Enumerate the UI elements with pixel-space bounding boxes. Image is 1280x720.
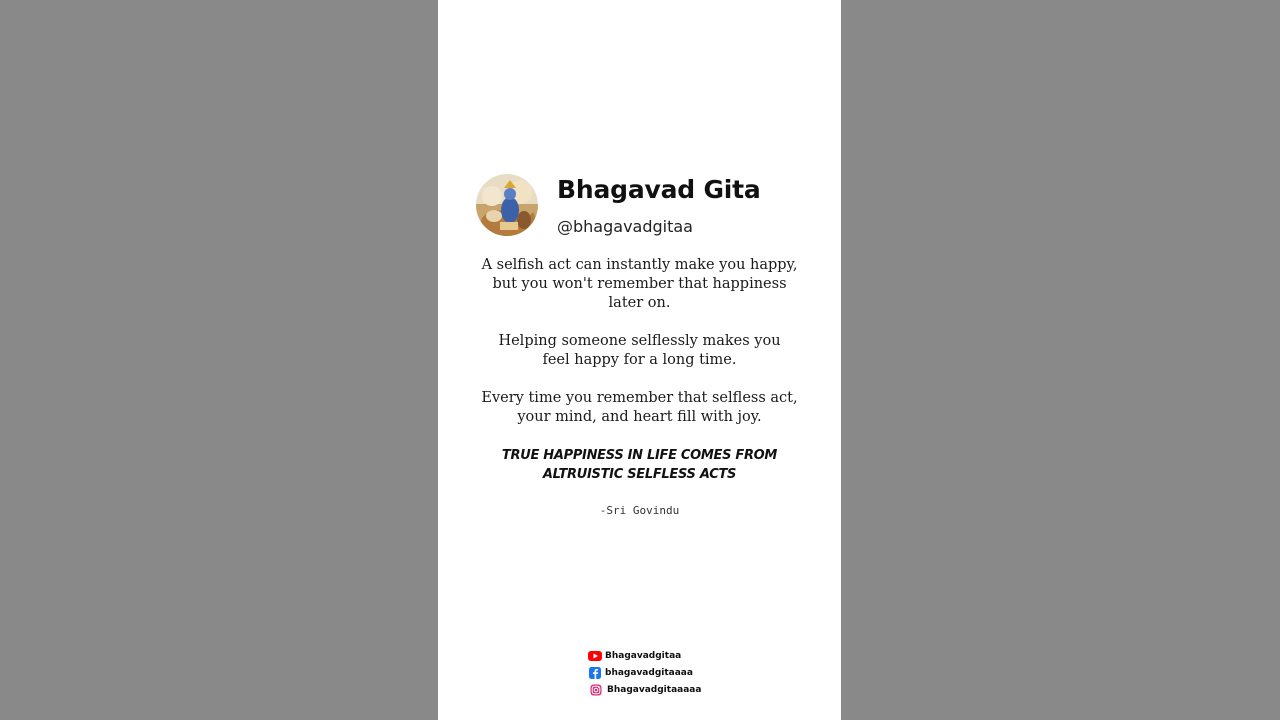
blurred-background-right bbox=[841, 0, 1280, 720]
highlight-line: ALTRUISTIC SELFLESS ACTS bbox=[542, 467, 737, 482]
social-label: Bhagavadgitaa bbox=[605, 650, 682, 661]
quote-line: later on. bbox=[608, 295, 671, 311]
social-links bbox=[588, 647, 708, 698]
quote-paragraph-2 bbox=[468, 332, 811, 370]
social-link-facebook[interactable] bbox=[588, 664, 708, 681]
facebook-icon bbox=[588, 667, 602, 679]
social-label: Bhagavadgitaaaaa bbox=[607, 684, 702, 695]
quote-highlight bbox=[478, 446, 801, 484]
quote-author: -Sri Govindu bbox=[599, 504, 680, 517]
youtube-icon bbox=[588, 650, 602, 662]
quote-line: Every time you remember that selfless act, bbox=[481, 390, 798, 406]
social-link-youtube[interactable] bbox=[588, 647, 708, 664]
quote-paragraph-1 bbox=[468, 256, 811, 313]
highlight-line: TRUE HAPPINESS IN LIFE COMES FROM bbox=[501, 448, 778, 463]
profile-name[interactable]: Bhagavad Gita bbox=[557, 175, 761, 204]
avatar[interactable] bbox=[476, 174, 538, 236]
quote-line: your mind, and heart fill with joy. bbox=[517, 409, 762, 425]
quote-line: but you won't remember that happiness bbox=[492, 276, 787, 292]
quote-post bbox=[438, 0, 841, 720]
profile-handle[interactable]: @bhagavadgitaa bbox=[557, 217, 693, 236]
krishna-painting-avatar-icon bbox=[476, 174, 538, 236]
instagram-icon bbox=[590, 684, 604, 696]
quote-line: Helping someone selflessly makes you bbox=[498, 333, 781, 349]
quote-line: feel happy for a long time. bbox=[542, 352, 737, 368]
quote-line: A selfish act can instantly make you happy, bbox=[481, 257, 798, 273]
quote-paragraph-3 bbox=[468, 389, 811, 427]
blurred-background-left bbox=[0, 0, 438, 720]
social-link-instagram[interactable] bbox=[588, 681, 708, 698]
social-label: bhagavadgitaaaa bbox=[605, 667, 693, 678]
